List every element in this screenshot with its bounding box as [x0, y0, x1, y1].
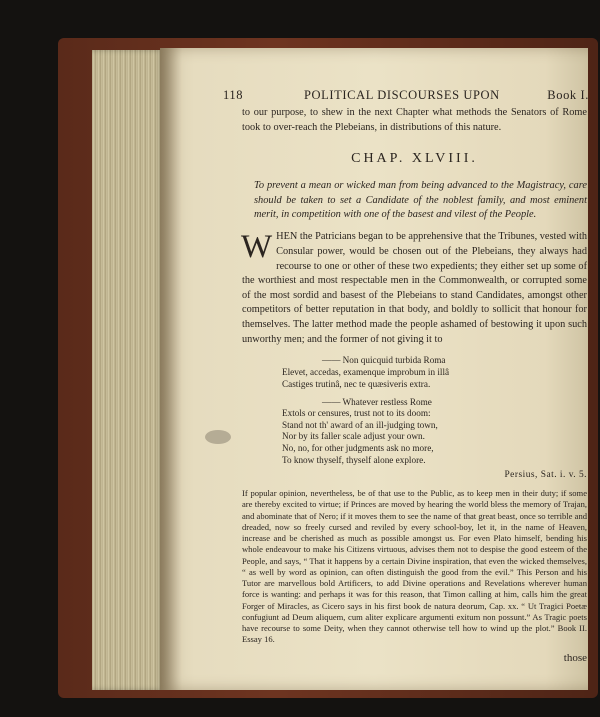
main-paragraph-text: HEN the Patricians began to be apprehensive that the Tribunes, vested with Consular power, would be chosen out of the Plebeians, they always had recourse to one or other of these two expedients; they either set up some of the worthiest and most respectable men in the Commonwealth, or corrupted some of the most sordid and basest of the Plebeians to stand Candidates, amongst other competitors of better reputation in that body, and boldly to sollicit that honour for themselves. The latter method made the people ashamed of bestowing it upon such unworthy men; and the former of not giving it to — [242, 231, 587, 345]
page-number: 118 — [223, 88, 244, 102]
verse-line: Nor by its faller scale adjust your own. — [282, 431, 425, 442]
verse-line: Elevet, accedas, examenque improbum in illâ — [282, 366, 450, 377]
verse-line: Extols or censures, trust not to its doom: — [282, 408, 431, 419]
latin-verse — [282, 355, 587, 390]
drop-cap: W — [241, 229, 273, 266]
verse-line: Castiges trutinâ, nec te quæsiveris extra. — [282, 378, 431, 389]
running-header — [223, 88, 589, 106]
verse-line: —— Whatever restless Rome — [322, 396, 432, 407]
footnote: If popular opinion, nevertheless, be of that use to the Public, as to keep men in their duty; if some are thereby excited to virtue; if Princes are moved by hearing the world bless the memory of Trajan, and abominate that of Nero; if it moves them to see the name of that great beast, once so terrible and dreaded, now so freely cursed and reviled by every school-boy, let it, in the name of Heaven, increase and be cherished as much as possible amongst us. For even Plato himself, bending his whole endeavour to make his Citizens virtuous, advises them not to despise the good esteem of the People, and says, “ That it happens by a certain Divine inspiration, that even the wicked themselves, “ as well by word as opinion, can often distinguish the good from the evil.” This Person and his Tutor are marvellous bold Artificers, to add Divine operations and Revelations wherever human force is wanting: and perhaps it was for this reason, that Timon calling at him, calls him the great Forger of Miracles, as Cicero says in his first book de natura deorum, Cap. xx. “ Ut Tragici Poetæ confugiunt ad Deum aliquem, cum aliter explicare argumenti exitum non possunt.” As Tragic poets have recourse to some Deity, when they cannot otherwise tell how to wind up the plot.” Book II. Essay 16. — [242, 488, 587, 645]
book-page — [160, 48, 588, 690]
book-label: Book I. — [547, 88, 589, 102]
chapter-heading: CHAP. XLVIII. — [351, 151, 478, 167]
verse-line: No, no, for other judgments ask no more, — [282, 442, 434, 453]
running-title: POLITICAL DISCOURSES UPON — [304, 88, 500, 102]
citation: Persius, Sat. i. v. 5. — [504, 470, 587, 481]
continuation-text: to our purpose, to shew in the next Chapter what methods the Senators of Rome took to over-reach the Plebeians, in distributions of this nature. — [242, 107, 587, 133]
verse-line: To know thyself, thyself alone explore. — [282, 454, 426, 465]
page-content — [223, 88, 589, 664]
verse-line: —— Non quicquid turbida Roma — [322, 355, 446, 366]
verse-line: Stand not th' award of an ill-judging town, — [282, 419, 438, 430]
page-edges — [92, 50, 164, 690]
chapter-summary: To prevent a mean or wicked man from being advanced to the Magistracy, care should be taken to set a Candidate of the noblest family, and most eminent merit, in competition with one of the basest and vilest of the People. — [254, 180, 587, 220]
english-verse — [282, 397, 587, 467]
catchword: those — [563, 651, 587, 664]
page-stain — [205, 430, 231, 444]
gutter-shadow — [160, 48, 182, 690]
main-paragraph — [242, 230, 587, 347]
